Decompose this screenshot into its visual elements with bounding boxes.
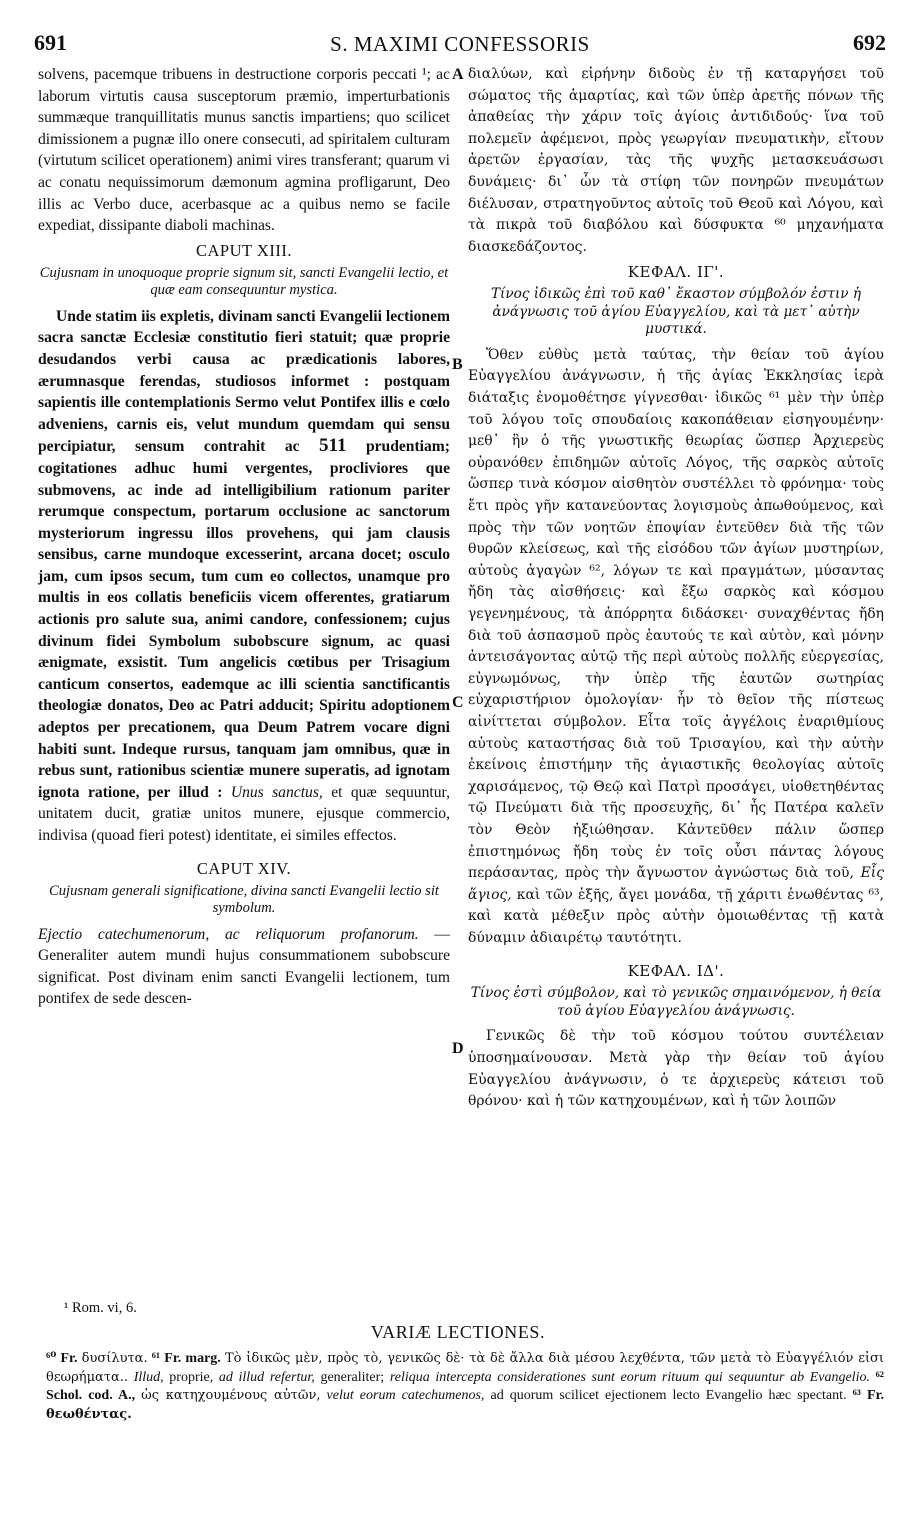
latin-paragraph-1: solvens, pacemque tribuens in destructione corporis peccati ¹; ac laborum virtutis causa susceptorum præmio, imperturbationis summæque tranquillitatis munus sanctis impartiens; quo scilicet dimissionem a pugnæ illo onere consecuti, ad spiritalem culturam (virtutum scilicet operationem) animi vires transferant; quarum vi ac conatu nequissimorum dæmonum agmina profligarunt, Deo illis ac Verbo duce, acerbasque ac a quibus nemo se facile expediat, dissipante diaboli machinas. bbox=[38, 66, 450, 235]
latin-paragraph-2-cont: prudentiam; cogitationes adhuc humi vergentes, procliviores que submovens, ac inde ad intelligibilium rationum pariter rerumque conspectum, portarum occlusione ac sanctorum mysteriorum ingressu illos provehens, qui jam clausis sensibus, carne mundoque excesserint, arcana docet; osculo jam, cum ipsos secum, tum cum eo collectos, unamque pro multis in eos collatis beneficiis vicem offerentes, gratiarum actionis pro salute sua, animi candore, confessionem; cujus divinum fidei Symbolum subobscure signum, ac quasi ænigmate, exsistit. Tum angelicis cœtibus per Trisagium canticum consertos, eademque ac illi scientia sanctificantis theologiæ donatos, Deo ac Patri adducit; Spiritu adoptionem adeptos per precationem, qua Deum Patrem vocare digni habiti sunt. Indeque rursus, tanquam jam omnibus, quæ in rebus sunt, rationibus scientiæ munere superatis, ad ignotam ignota ratione, per illud : bbox=[38, 438, 450, 801]
caput-13-heading: CAPUT XIII. bbox=[196, 240, 292, 260]
note-61-number: ⁶¹ Fr. marg. bbox=[151, 1351, 221, 1366]
note-61-latin-c: ad illud refertur, bbox=[218, 1369, 315, 1385]
note-62-number: ⁶² Schol. cod. A., bbox=[46, 1369, 885, 1403]
ejectio-caption: Ejectio catechumenorum, ac reliquorum profanorum. bbox=[38, 925, 419, 943]
greek-paragraph-1: διαλύων, καὶ εἰρήνην διδοὺς ἐν τῇ καταργήσει τοῦ σώματος τῆς ἁμαρτίας, καὶ τῶν ὑπὲρ ἀρετῆς πόνων τῆς ἀπαθείας τὴν χάριν τοῖς ἁγίοις ἀντιδιδούς· ἵνα τοῦ πολεμεῖν ἀφέμενοι, πρὸς γεωργίαν πνευματικὴν, εἴτουν ἀρετῶν ἐργασίαν, τὰς τῆς ψυχῆς μετασκευάσωσι δυνάμεις· δι᾽ ὧν τὰ στίφη τῶν πονηρῶν πνευμάτων διέλυσαν, στρατηγοῦντος αὐτοῖς τοῦ Θεοῦ καὶ Λόγου, καὶ τὰ πικρὰ τοῦ διαβόλου καὶ δύσφυκτα ⁶⁰ μηχανήματα διασκεδάζοντος. bbox=[468, 66, 884, 255]
running-title: S. MAXIMI CONFESSORIS bbox=[330, 32, 590, 56]
caput-14-heading: CAPUT XIV. bbox=[196, 858, 292, 878]
note-61-greek: Τὸ ἰδικῶς μὲν, πρὸς τὸ, γενικῶς δὲ· τὰ δὲ ἄλλα διὰ μέσου λεχθέντα, τῶν μετὰ τὸ Εὐαγγέλιόν εἰσι θεωρήματα.. bbox=[46, 1351, 885, 1385]
margin-letter-b: B bbox=[452, 356, 463, 373]
variae-lectiones-heading: VARIÆ LECTIONES. bbox=[370, 1322, 546, 1342]
variae-lectiones-notes bbox=[46, 1350, 884, 1424]
latin-paragraph-2-start: Unde statim iis expletis, divinam sancti Evangelii lectionem sacra sanctæ Ecclesiæ constitutio fieri statuit; quæ proprie desudandos verbi causa ac prædicationis labores, ærumnasque ferendas, studiosos informet : postquam sapientis ille contemplationis Sermo velut Pontifex illis e cœlo adveniens, carnis eis, velut mundum quemdam qui sensu percipiatur, sensum contrahit ac bbox=[38, 307, 450, 456]
note-61-latin-e: reliqua intercepta considerationes sunt eorum rituum qui sequuntur ab Evangelio. bbox=[389, 1369, 870, 1385]
margin-letter-d: D bbox=[452, 1040, 464, 1057]
note-61-latin-d: generaliter; bbox=[320, 1369, 385, 1385]
eis-agios-quote: Εἷς ἅγιος, bbox=[468, 865, 885, 903]
note-62-latin-b: ad quorum scilicet ejectionem lecto Evangelio hæc spectant. bbox=[490, 1388, 847, 1403]
greek-paragraph-2-text: Ὅθεν εὐθὺς μετὰ ταύτας, τὴν θείαν τοῦ ἁγίου Εὐαγγελίου ἀνάγνωσιν, ἡ τῆς ἁγίας Ἐκκλησίας ἱερὰ διάταξις ἐνομοθέτησε γίγνεσθαι· ἰδικῶς ⁶¹ μὲν τὴν ὑπὲρ τοῦ λόγου τοῖς σπουδαίοις κακοπάθειαν εἰσηγουμένην· μεθ᾽ ἣν ὁ τῆς γνωστικῆς θεωρίας ὥσπερ Ἀρχιερεὺς οὐρανόθεν ἐπιδημῶν αὐτοῖς Λόγος, τῆς σαρκὸς αὐτοῖς ὥσπερ τινὰ κόσμον αἰσθητὸν συστέλλει τὸ φρόνημα· τοὺς ἔτι πρὸς γῆν κατανεύοντας λογισμοὺς ἀπωθούμενος, καὶ πρὸς τὴν τῶν νοητῶν ἐποψίαν ἐντεῦθεν διὰ τῆς τῶν θυρῶν κλείσεως, καὶ τῆς εἰσόδου τῶν ἁγίων μυστηρίων, αὐτοὺς ἀγαγὼν ⁶², λόγων τε καὶ πραγμάτων, μύσαντας ἤδη τὰς αἰσθήσεις· καὶ ἔξω σαρκὸς καὶ κόσμου γεγενημένους, τὰ ἀπόρρητα διδάσκει· συναχθέντας ἤδη διὰ τοῦ ἀσπασμοῦ πρὸς ἑαυτούς τε καὶ αὐτὸν, καὶ μόνην ἀντεισάγοντας αὐτῷ τῆς περὶ αὐτοὺς πολλῆς εὐεργεσίας, εὐγνωμόνως, τὴν ὑπὲρ τῆς ἑαυτῶν σωτηρίας εὐχαριστήριον ὁμολογίαν· ἧν τὸ θεῖον τῆς πίστεως αἰνίττεται σύμβολον. Εἶτα τοῖς ἀγγέλοις ἐναριθμίους αὐτοὺς καταστήσας διὰ τοῦ Τρισαγίου, καὶ τὴν αὐτὴν ἐκείνοις ἐπιστήμην τῆς ἁγιαστικῆς θεολογίας αὐτοῖς χαρισάμενος, τῷ Θεῷ καὶ Πατρὶ προσάγει, υἱοθετηθέντας τῷ Πνεύματι διὰ τῆς προσευχῆς, δι᾽ ἧς Πατέρα καλεῖν τὸν Θεὸν ἠξιώθησαν. Κἀντεῦθεν πάλιν ὥσπερ ἐπιστημόνως ἤδη τοὺς ἐν τοῖς οὖσι πάντας λόγους περάσαντας, πρὸς τὴν ἄγνωστον ἀγνώστως διὰ τοῦ, bbox=[468, 346, 884, 882]
latin-paragraph-2-end: et quæ sequuntur, unitatem ducit, gratiæ unitos munere, ejusque commercio, indivisa (quoad fieri potest) identitate, ei similes effectos. bbox=[38, 783, 450, 844]
unus-sanctus-quote: Unus sanctus, bbox=[230, 783, 323, 801]
caput-13-subtitle: Cujusnam in unoquoque proprie signum sit, sancti Evangelii lectio, et quæ eam consequuntur mystica. bbox=[39, 264, 449, 299]
note-61-latin-b: proprie, bbox=[169, 1369, 214, 1385]
page-number-511: 511 bbox=[319, 435, 347, 457]
caput-14-subtitle: Cujusnam generali significatione, divina sancti Evangelii lectio sit symbolum. bbox=[49, 882, 439, 917]
page-number-right: 692 bbox=[853, 30, 886, 55]
latin-column bbox=[38, 64, 450, 1010]
greek-column bbox=[468, 64, 884, 1113]
note-60-number: ⁶⁰ Fr. bbox=[46, 1351, 78, 1366]
latin-paragraph-2 bbox=[38, 306, 450, 847]
footnote: ¹ Rom. vi, 6. bbox=[64, 1300, 137, 1316]
kefal-13-heading: ΚΕΦΑΛ. ΙΓ'. bbox=[627, 263, 725, 282]
margin-letter-c: C bbox=[452, 694, 464, 711]
latin-paragraph-3 bbox=[38, 924, 450, 1010]
greek-paragraph-2-end: καὶ τῶν ἑξῆς, ἄγει μονάδα, τῇ χάριτι ἑνωθέντας ⁶³, καὶ κατὰ μέθεξιν πρὸς αὐτὴν ὁμοιωθέντας τῇ κατὰ δύναμιν ἀδιαιρέτῳ ταυτότητι. bbox=[468, 886, 885, 946]
kefal-13-subtitle: Τίνος ἰδικῶς ἐπὶ τοῦ καθ᾽ ἕκαστον σύμβολόν ἐστιν ἡ ἀνάγνωσις τοῦ ἁγίου Εὐαγγελίου, καὶ τὰ μετ᾽ αὐτὴν μυστικά. bbox=[490, 286, 862, 338]
note-61-latin-a: Illud, bbox=[133, 1369, 164, 1385]
page-number-left: 691 bbox=[34, 30, 67, 55]
note-62-latin-a: velut eorum catechumenos, bbox=[326, 1388, 485, 1403]
greek-paragraph-3: Γενικῶς δὲ τὴν τοῦ κόσμου τούτου συντέλειαν ὑποσημαίνουσαν. Μετὰ γὰρ τὴν θείαν τοῦ ἁγίου Εὐαγγελίου ἀνάγνωσιν, ὁ τε ἀρχιερεὺς κάτεισι τοῦ θρόνου· καὶ ἡ τῶν κατηχουμένων, καὶ ἡ τῶν λοιπῶν bbox=[468, 1028, 884, 1110]
latin-paragraph-3-text: —Generaliter autem mundi hujus consummationem subobscure significat. Post divinam enim sancti Evangelii lectionem, tum pontifex de sede descen- bbox=[38, 925, 450, 1008]
note-63-greek: θεωθέντας. bbox=[46, 1406, 132, 1422]
note-60-greek: δυσίλυτα. bbox=[81, 1351, 148, 1366]
kefal-14-subtitle: Τίνος ἐστὶ σύμβολον, καὶ τὸ γενικῶς σημαινόμενον, ἡ θεία τοῦ ἁγίου Εὐαγγελίου ἀνάγνωσις. bbox=[470, 985, 882, 1019]
note-63-number: ⁶³ Fr. bbox=[852, 1388, 884, 1403]
note-62-greek: ὡς κατηχουμένους αὐτῶν, bbox=[141, 1388, 321, 1403]
greek-paragraph-2 bbox=[468, 345, 884, 950]
page-header bbox=[34, 30, 886, 64]
margin-letter-a: A bbox=[452, 66, 464, 83]
kefal-14-heading: ΚΕΦΑΛ. ΙΔ'. bbox=[627, 962, 725, 981]
